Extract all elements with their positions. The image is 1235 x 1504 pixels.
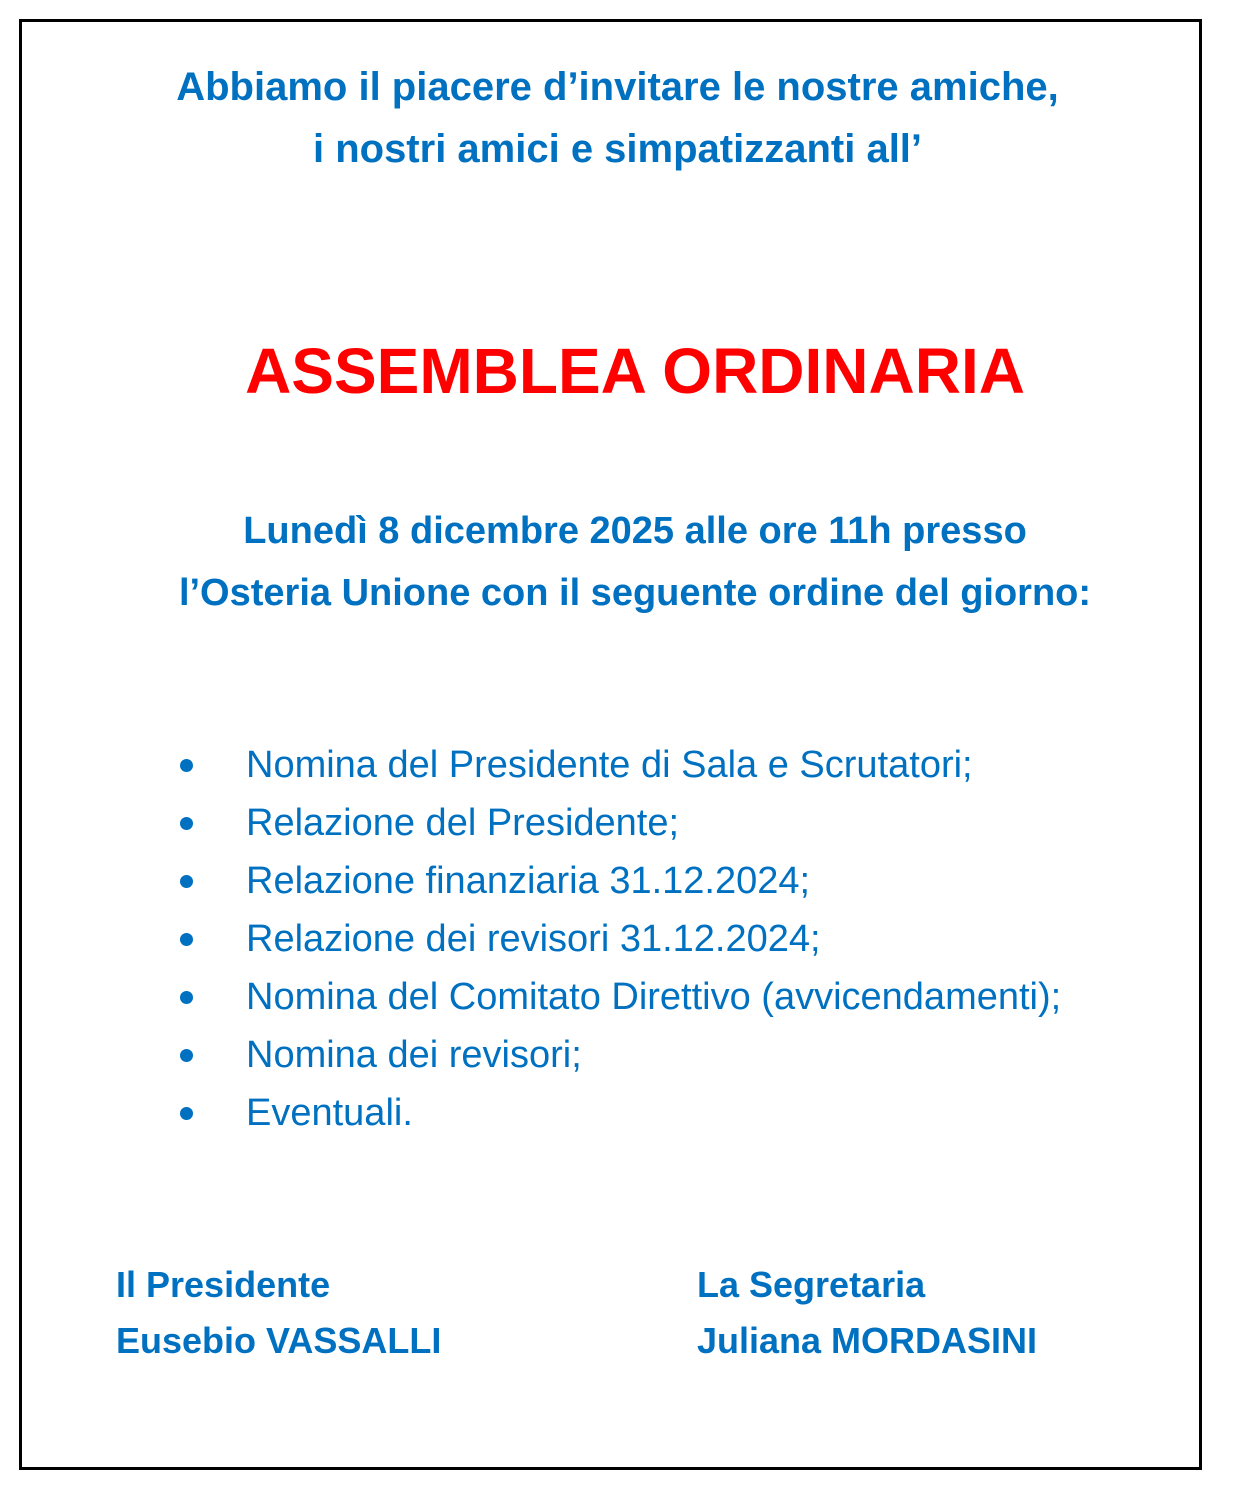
intro-line-2: i nostri amici e simpatizzanti all’ <box>312 127 923 171</box>
assembly-title: ASSEMBLEA ORDINARIA <box>245 335 1025 407</box>
meeting-date-line: Lunedì 8 dicembre 2025 alle ore 11h presso <box>243 510 1027 552</box>
bullet-icon <box>180 1049 193 1062</box>
signature-role: Il Presidente <box>116 1264 331 1305</box>
bullet-icon <box>180 817 193 830</box>
agenda-list <box>180 736 1061 1142</box>
meeting-details <box>0 500 1235 624</box>
agenda-item-text: Relazione finanziaria 31.12.2024; <box>246 860 811 902</box>
agenda-item-text: Eventuali. <box>246 1092 413 1134</box>
agenda-item-text: Nomina del Comitato Direttivo (avvicendamenti); <box>246 976 1062 1018</box>
meeting-place-line: l’Osteria Unione con il seguente ordine del giorno: <box>178 572 1092 614</box>
bullet-icon <box>180 933 193 946</box>
agenda-item <box>180 794 1061 852</box>
agenda-item-text: Relazione dei revisori 31.12.2024; <box>246 918 821 960</box>
agenda-item-text: Nomina dei revisori; <box>246 1034 582 1076</box>
signature-secretary <box>697 1257 1037 1369</box>
signature-president <box>116 1257 441 1369</box>
bullet-icon <box>180 1107 193 1120</box>
signature-name: Eusebio VASSALLI <box>116 1320 442 1361</box>
agenda-item <box>180 1084 1061 1142</box>
bullet-icon <box>180 759 193 772</box>
agenda-item <box>180 968 1061 1026</box>
agenda-item <box>180 852 1061 910</box>
intro-line-1: Abbiamo il piacere d’invitare le nostre amiche, <box>176 65 1059 109</box>
signature-name: Juliana MORDASINI <box>697 1320 1038 1361</box>
agenda-item <box>180 1026 1061 1084</box>
signature-role: La Segretaria <box>697 1264 926 1305</box>
agenda-item-text: Relazione del Presidente; <box>246 802 680 844</box>
bullet-icon <box>180 991 193 1004</box>
bullet-icon <box>180 875 193 888</box>
invitation-intro <box>0 56 1235 180</box>
agenda-item-text: Nomina del Presidente di Sala e Scrutatori; <box>246 744 973 786</box>
agenda-item <box>180 910 1061 968</box>
agenda-item <box>180 736 1061 794</box>
